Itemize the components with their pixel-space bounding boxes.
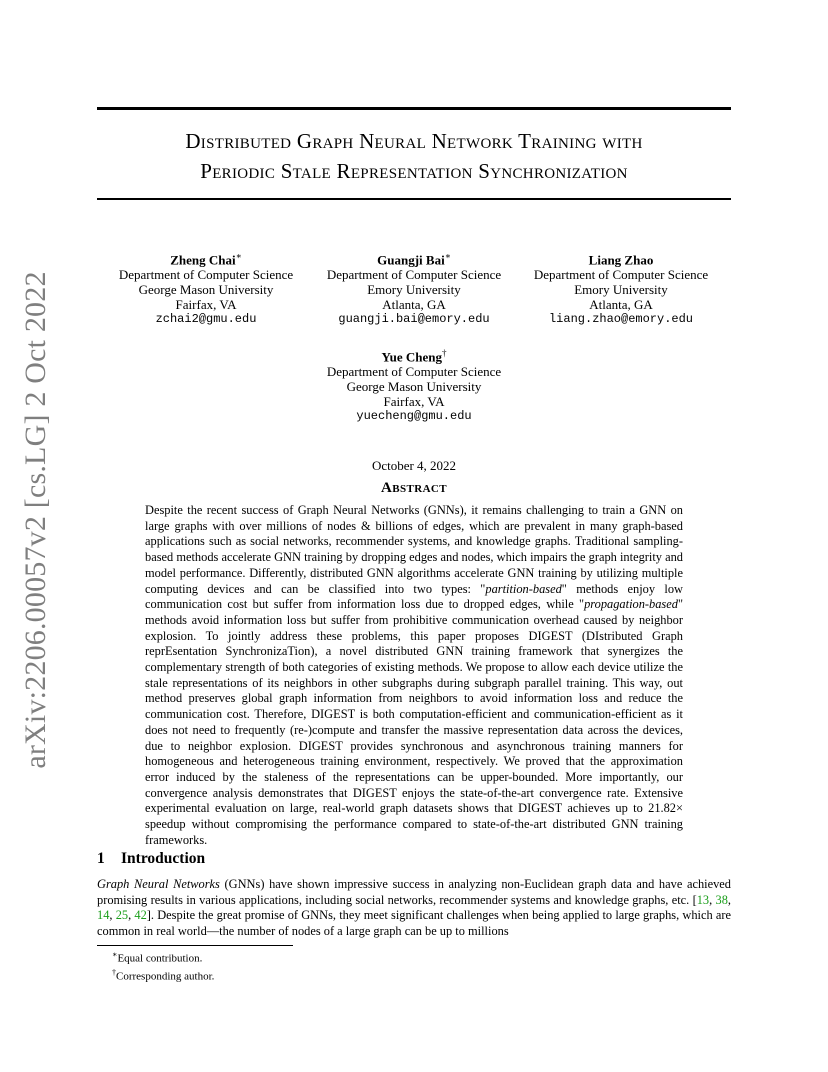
citation-link[interactable]: 38 bbox=[715, 892, 728, 907]
title-line-2: Periodic Stale Representation Synchronization bbox=[200, 159, 628, 183]
abstract-heading: Abstract bbox=[381, 480, 447, 496]
citation-link[interactable]: 13 bbox=[696, 892, 710, 907]
author-university: Emory University bbox=[574, 282, 668, 298]
speedup-value: 21.82× bbox=[648, 801, 683, 816]
introduction-paragraph: Graph Neural Networks (GNNs) have shown impressive success in analyzing non-Euclidean graph data and have achieved promising results in various applications, including social networks, recommender systems and knowledge graphs, etc. [13, 38, 14, 25, 42]. Despite the great promise of GNNs, they meet significant challenges when being applied to large graphs, which are common in real world—the number of nodes of a large graph can be up to millions bbox=[97, 877, 732, 938]
author-name: Guangji Bai∗ bbox=[377, 251, 451, 268]
author-email: yuecheng@gmu.edu bbox=[356, 409, 472, 424]
author-name: Zheng Chai∗ bbox=[170, 251, 242, 268]
author-location: Atlanta, GA bbox=[382, 297, 446, 313]
arxiv-identifier: arXiv:2206.00057v2 [cs.LG] 2 Oct 2022 bbox=[19, 271, 52, 769]
author-university: George Mason University bbox=[346, 379, 482, 395]
title-bottom-rule bbox=[97, 198, 731, 200]
author-block bbox=[521, 249, 721, 327]
citation-link[interactable]: 14 bbox=[97, 908, 110, 923]
author-block bbox=[314, 346, 514, 424]
author-location: Atlanta, GA bbox=[589, 297, 653, 313]
footnotes bbox=[112, 948, 214, 984]
author-department: Department of Computer Science bbox=[118, 267, 294, 283]
citation-link[interactable]: 25 bbox=[115, 908, 129, 923]
title-top-rule bbox=[97, 107, 731, 110]
author-university: George Mason University bbox=[138, 282, 274, 298]
author-location: Fairfax, VA bbox=[175, 297, 237, 313]
section-title: Introduction bbox=[121, 850, 206, 867]
author-department: Department of Computer Science bbox=[533, 267, 709, 283]
author-block bbox=[106, 249, 306, 327]
author-block bbox=[314, 249, 514, 327]
author-department: Department of Computer Science bbox=[326, 267, 502, 283]
author-university: Emory University bbox=[367, 282, 461, 298]
footnote-rule bbox=[97, 945, 293, 946]
footnote: †Corresponding author. bbox=[112, 968, 215, 983]
author-name: Liang Zhao bbox=[588, 252, 654, 268]
abstract-body: Despite the recent success of Graph Neural Networks (GNNs), it remains challenging to train a GNN on large graphs with over millions of nodes & billions of edges, which are prevalent in many graph-based applications such as social networks, recommender systems, and knowledge graphs. Traditional sampling-based methods accelerate GNN training by dropping edges and nodes, which impairs the graph integrity and model performance. Differently, distributed GNN algorithms accelerate GNN training by utilizing multiple computing devices and can be classified into two types: "partition-based" methods enjoy low communication cost but suffer from information loss due to dropped edges, while "propagation-based" methods avoid information loss but suffer from prohibitive communication overhead caused by neighbor explosion. To jointly address these problems, this paper proposes DIGEST (DIstributed Graph reprEsentation SynchronizaTion), a novel distributed GNN training framework that synergizes the complementary strength of both categories of existing methods. We propose to allow each device utilize the stale representations of its neighbors in other subgraphs during subgraph parallel training. This way, out method preserves global graph information from neighbors to avoid information loss and reduce the communication cost. Therefore, DIGEST is both computation-efficient and communication-efficient as it does not need to frequently (re-)compute and transfer the massive representation data across the devices, due to neighbor explosion. DIGEST provides synchronous and asynchronous training manners for homogeneous and heterogeneous training environment, respectively. We proved that the approximation error induced by the staleness of the representations can be upper-bounded. More importantly, our convergence analysis demonstrates that DIGEST enjoys the state-of-the-art convergence rate. Extensive experimental evaluation on large, real-world graph datasets shows that DIGEST achieves up to 21.82× speedup without compromising the performance compared to state-of-the-art distributed GNN training frameworks. bbox=[145, 503, 683, 847]
author-name: Yue Cheng† bbox=[381, 348, 447, 365]
author-email: guangji.bai@emory.edu bbox=[338, 312, 490, 327]
citation-link[interactable]: 42 bbox=[134, 908, 147, 923]
author-department: Department of Computer Science bbox=[326, 364, 502, 380]
section-number: 1 bbox=[97, 850, 105, 867]
footnote: ∗Equal contribution. bbox=[112, 950, 203, 965]
author-email: liang.zhao@emory.edu bbox=[548, 312, 694, 327]
publication-date: October 4, 2022 bbox=[371, 458, 457, 473]
title-line-1: Distributed Graph Neural Network Training with bbox=[185, 129, 643, 153]
author-email: zchai2@gmu.edu bbox=[155, 312, 257, 327]
paper-title bbox=[97, 126, 731, 186]
author-location: Fairfax, VA bbox=[383, 394, 445, 410]
section-heading bbox=[97, 850, 205, 868]
